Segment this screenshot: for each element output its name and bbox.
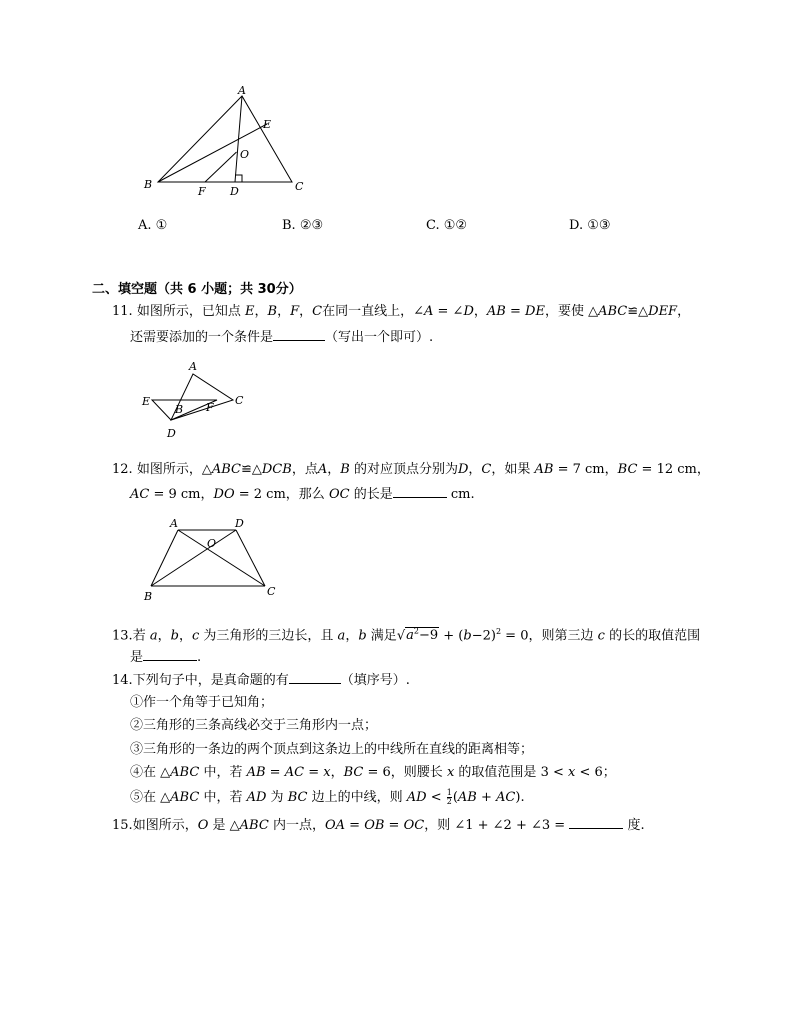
label-E: E [263, 118, 272, 131]
label-C: C [295, 180, 304, 193]
answer-blank-q12[interactable] [393, 485, 447, 498]
label-A: A [189, 360, 197, 373]
option-c[interactable]: C. ①② [426, 218, 468, 233]
label-O: O [240, 148, 250, 161]
section-title: 二、填空题（共 6 小题；共 30分） [92, 282, 302, 297]
option-b[interactable]: B. ②③ [282, 218, 324, 233]
q14-item-4: ④在 △ABC 中，若 AB = AC = x，BC = 6，则腰长 x 的取值范围是 3 < x < 6； [130, 765, 616, 780]
label-D: D [167, 427, 176, 440]
label-B: B [144, 178, 153, 191]
label-E: E [142, 395, 151, 408]
label-F: F [198, 185, 206, 198]
q12-line2: AC = 9 cm，DO = 2 cm，那么 OC 的长是 cm. [130, 487, 475, 502]
q14-intro: 14.下列句子中，是真命题的有 （填序号）. [112, 673, 410, 688]
label-B: B [175, 403, 184, 416]
q13-line2: 是 . [130, 650, 202, 665]
answer-blank-q14[interactable] [289, 671, 341, 684]
label-D: D [230, 185, 239, 198]
q11-line2: 还需要添加的一个条件是 （写出一个即可）. [130, 330, 434, 345]
label-C: C [235, 394, 244, 407]
label-O: O [207, 537, 217, 550]
answer-blank-q15[interactable] [569, 816, 623, 829]
answer-blank-q13[interactable] [143, 648, 197, 661]
label-A: A [170, 517, 178, 530]
q14-item-5: ⑤在 △ABC 中，若 AD 为 BC 边上的中线，则 AD < $\frac{1}{2}$ (AB + AC). [130, 788, 525, 806]
label-D: D [235, 517, 244, 530]
label-F: F [206, 401, 214, 414]
q13-line1: 13.若 a，b，c 为三角形的三边长，且 a，b 满足$√a^2-9 + (b-2)^2 = 0$，则第三边 c 的长的取值范围 [112, 627, 701, 644]
q12-line1: 12. 如图所示，△ABC≌△DCB，点A，B 的对应顶点分别为D，C，如果 AB = 7 cm，BC = 12 cm， [112, 462, 710, 477]
figure-q10 [140, 84, 310, 200]
q15-line1: 15.如图所示，O 是 △ABC 内一点，OA = OB = OC，则 ∠1 + ∠2 + ∠3 = 度. [112, 818, 645, 833]
label-C: C [267, 585, 276, 598]
q11-line1: 11. 如图所示，已知点 E，B，F，C在同一直线上，∠A = ∠D，AB = DE，要使 △ABC≌△DEF， [112, 304, 691, 319]
q14-item-2: ②三角形的三条高线必交于三角形内一点； [130, 718, 378, 733]
option-a[interactable]: A. ① [138, 218, 168, 233]
label-A: A [238, 84, 246, 97]
figure-q12 [140, 516, 280, 604]
q14-item-1: ①作一个角等于已知角； [130, 695, 274, 710]
q14-item-3: ③三角形的一条边的两个顶点到这条边上的中线所在直线的距离相等； [130, 742, 534, 757]
answer-blank-q11[interactable] [273, 328, 325, 341]
figure-q11 [140, 358, 250, 442]
option-d[interactable]: D. ①③ [569, 218, 611, 233]
label-B: B [144, 590, 153, 603]
